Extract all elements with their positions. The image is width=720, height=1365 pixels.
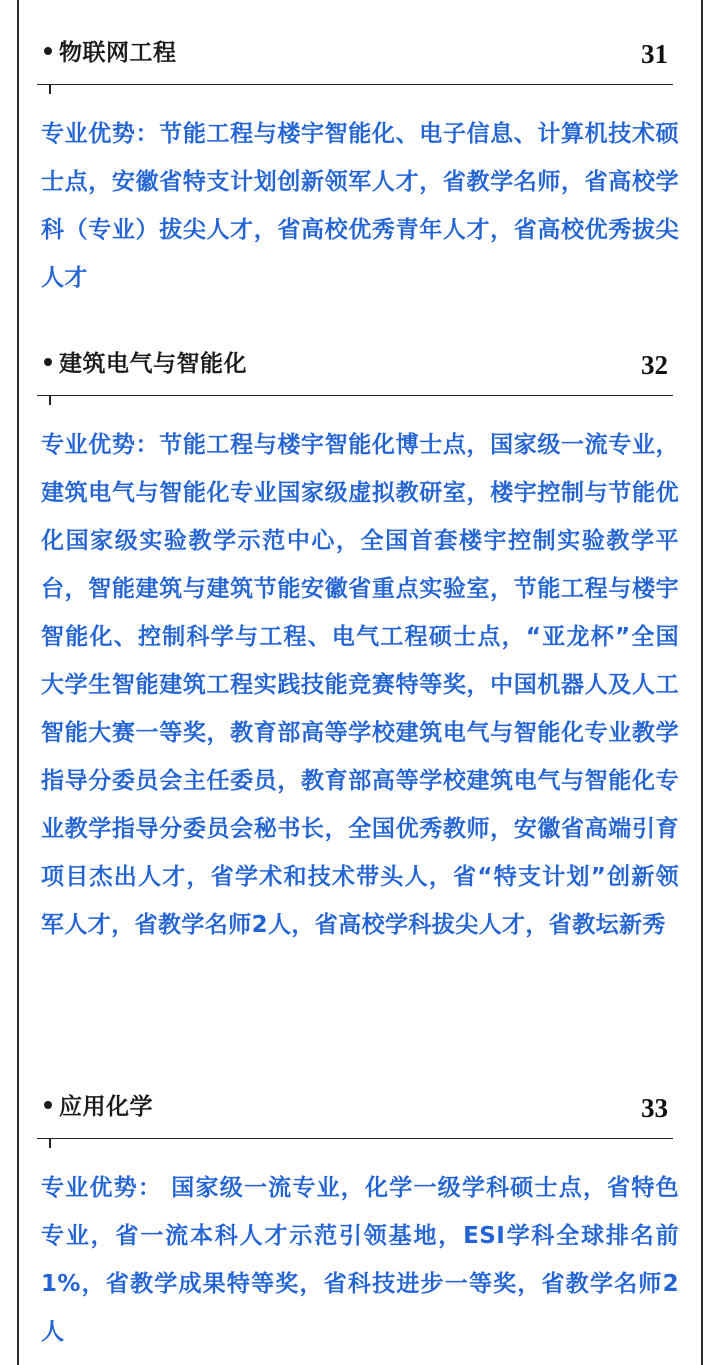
section-header: [0, 16, 720, 69]
bullet-icon: [44, 1101, 52, 1109]
major-section-applied-chemistry: [0, 1070, 720, 1345]
section-header: [0, 1070, 720, 1123]
section-title: [44, 345, 247, 378]
underline-tick: [49, 85, 51, 94]
section-underline: [37, 84, 673, 85]
section-description: 专业优势： 国家级一流专业，化学一级学科硕士点，省特色专业，省一流本科人才示范引领基地，ESI学科全球排名前1%，省教学成果特等奖，省科技进步一等奖，省教学名师2人: [41, 1175, 679, 1345]
section-underline: [37, 1138, 673, 1139]
section-underline: [37, 395, 673, 396]
section-header: [0, 327, 720, 380]
major-section-building-electrical: [0, 327, 720, 938]
section-number: 33: [641, 1093, 668, 1123]
section-title: [44, 34, 177, 67]
bullet-icon: [44, 358, 52, 366]
section-title: [44, 1088, 153, 1121]
left-margin-rule: [17, 0, 19, 1365]
underline-tick: [49, 396, 51, 405]
section-title-text: 应用化学: [59, 1094, 153, 1120]
right-margin-rule: [701, 0, 703, 1365]
section-description: 专业优势：节能工程与楼宇智能化博士点，国家级一流专业，建筑电气与智能化专业国家级虚拟教研室，楼宇控制与节能优化国家级实验教学示范中心，全国首套楼宇控制实验教学平台，智能建筑与建筑节能安徽省重点实验室，节能工程与楼宇智能化、控制科学与工程、电气工程硕士点，“亚龙杯”全国大学生智能建筑工程实践技能竞赛特等奖，中国机器人及人工智能大赛一等奖，教育部高等学校建筑电气与智能化专业教学指导分委员会主任委员，教育部高等学校建筑电气与智能化专业教学指导分委员会秘书长，全国优秀教师，安徽省高端引育项目杰出人才，省学术和技术带头人，省“特支计划”创新领军人才，省教学名师2人，省高校学科拔尖人才，省教坛新秀: [41, 432, 679, 938]
bullet-icon: [44, 47, 52, 55]
section-number: 31: [641, 39, 668, 69]
underline-tick: [49, 1139, 51, 1148]
section-title-text: 物联网工程: [59, 40, 177, 66]
section-description: 专业优势：节能工程与楼宇智能化、电子信息、计算机技术硕士点，安徽省特支计划创新领军人才，省教学名师，省高校学科（专业）拔尖人才，省高校优秀青年人才，省高校优秀拔尖人才: [41, 121, 679, 291]
major-section-iot: [0, 16, 720, 291]
section-number: 32: [641, 350, 668, 380]
section-title-text: 建筑电气与智能化: [59, 351, 247, 377]
